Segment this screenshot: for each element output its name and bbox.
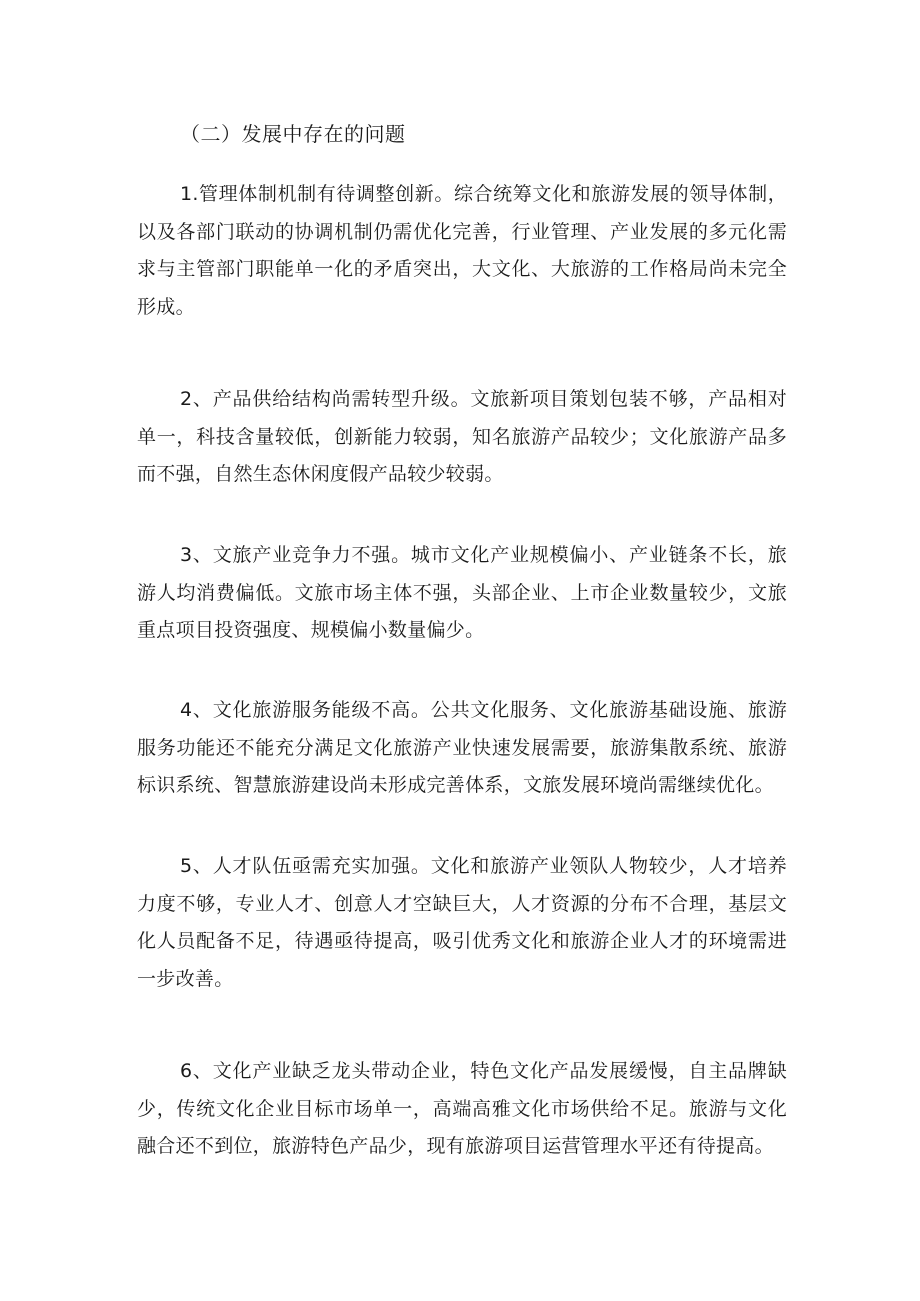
section-heading: （二）发展中存在的问题 — [180, 122, 406, 146]
paragraph-5: 5、人才队伍亟需充实加强。文化和旅游产业领队人物较少，人才培养力度不够，专业人才、创意人才空缺巨大，人才资源的分布不合理，基层文化人员配备不足，待遇亟待提高，吸引优秀文化和旅游企业人才的环境需进一步改善。 — [137, 855, 787, 990]
paragraph-4: 4、文化旅游服务能级不高。公共文化服务、文化旅游基础设施、旅游服务功能还不能充分满足文化旅游产业快速发展需要，旅游集散系统、旅游标识系统、智慧旅游建设尚未形成完善体系，文旅发展环境尚需继续优化。 — [137, 699, 787, 796]
paragraph-3: 3、文旅产业竞争力不强。城市文化产业规模偏小、产业链条不长，旅游人均消费偏低。文旅市场主体不强，头部企业、上市企业数量较少，文旅重点项目投资强度、规模偏小数量偏少。 — [137, 544, 787, 641]
paragraph-6: 6、文化产业缺乏龙头带动企业，特色文化产品发展缓慢，自主品牌缺少，传统文化企业目标市场单一，高端高雅文化市场供给不足。旅游与文化融合还不到位，旅游特色产品少，现有旅游项目运营管理水平还有待提高。 — [137, 1060, 787, 1157]
paragraph-2: 2、产品供给结构尚需转型升级。文旅新项目策划包装不够，产品相对单一，科技含量较低，创新能力较弱，知名旅游产品较少；文化旅游产品多而不强，自然生态休闲度假产品较少较弱。 — [137, 388, 787, 485]
paragraph-1: 1.管理体制机制有待调整创新。综合统筹文化和旅游发展的领导体制，以及各部门联动的协调机制仍需优化完善，行业管理、产业发展的多元化需求与主管部门职能单一化的矛盾突出，大文化、大旅游的工作格局尚未完全形成。 — [137, 183, 787, 318]
